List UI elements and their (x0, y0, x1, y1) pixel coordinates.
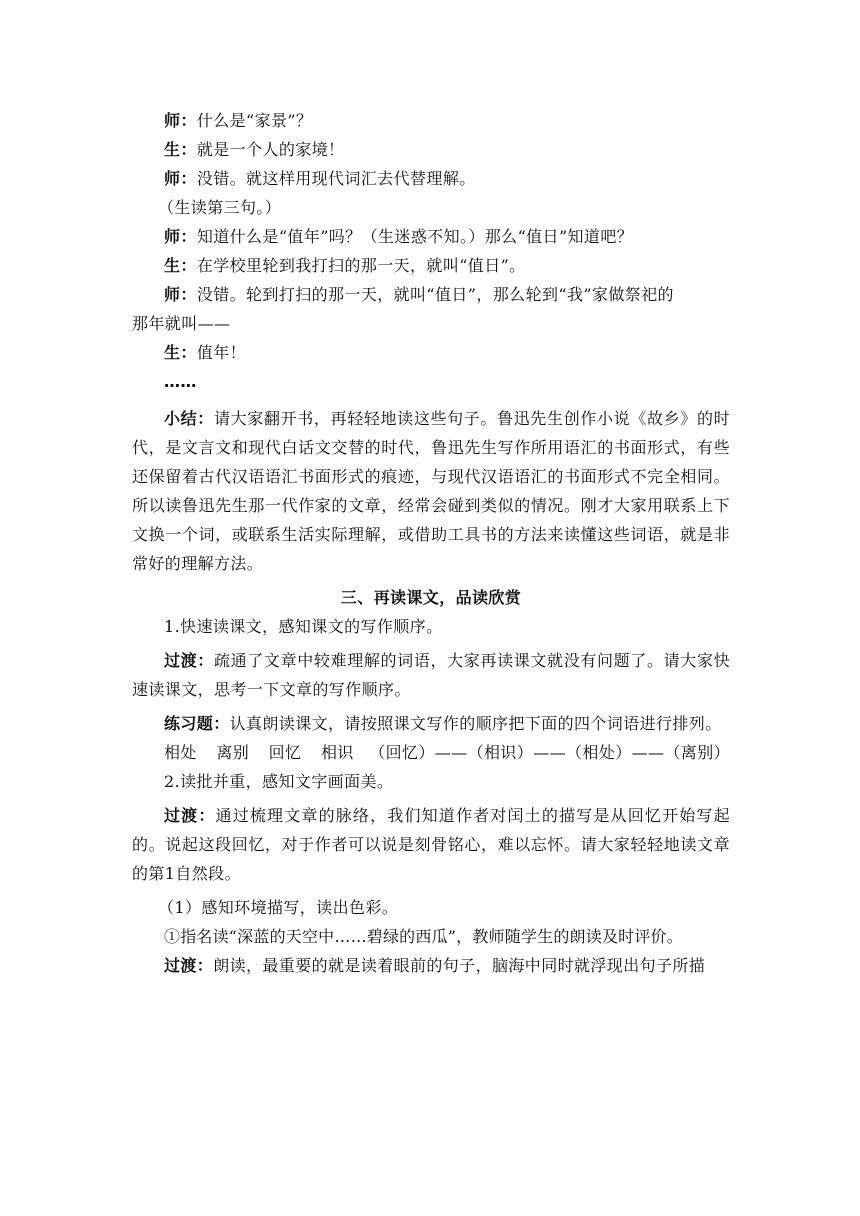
word-option: 离别 (216, 743, 250, 762)
dialogue-line (132, 251, 730, 280)
speaker-label: 生： (164, 256, 197, 275)
stage-direction (132, 193, 730, 222)
dialogue-line (132, 280, 730, 309)
stage-direction-text: （生读第三句。） (158, 198, 282, 217)
section-heading: 三、再读课文，品读欣赏 (340, 588, 522, 607)
dialogue-text: 什么是“家景”？ (196, 111, 313, 130)
dialogue-text: 就是一个人的家境！ (196, 140, 345, 159)
document-body (132, 106, 730, 980)
transition-paragraph-1 (132, 646, 730, 704)
dialogue-continuation (132, 309, 730, 338)
word-option: 回忆 (268, 743, 302, 762)
transition-text: 通过梳理文章的脉络，我们知道作者对闰土的描写是从回忆开始写起的。说起这段回忆，对于作者可以说是刻骨铭心，难以忘怀。请大家轻轻地读文章的第1自然段。 (132, 806, 730, 883)
dialogue-line (132, 106, 730, 135)
dialogue-line (132, 222, 730, 251)
summary-label: 小结： (164, 409, 214, 428)
exercise-line (132, 709, 730, 738)
word-options (164, 738, 368, 767)
transition-label: 过渡： (164, 806, 216, 825)
dialogue-text: 值年！ (196, 343, 247, 362)
dialogue-line (132, 135, 730, 164)
ellipsis-line (132, 367, 730, 396)
exercise-text: 认真朗读课文，请按照课文写作的顺序把下面的四个词语进行排列。 (229, 714, 722, 733)
speaker-label: 师： (164, 227, 197, 246)
item-1: 1.快速读课文，感知课文的写作顺序。 (164, 617, 443, 636)
circle-item: ①指名读“深蓝的天空中……碧绿的西瓜”，教师随学生的朗读及时评价。 (164, 927, 683, 946)
speaker-label: 生： (164, 140, 197, 159)
exercise-label: 练习题： (164, 714, 230, 733)
dialogue-text: 知道什么是“值年”吗？（生迷惑不知。）那么“值日”知道吧？ (196, 227, 634, 246)
word-option: 相处 (164, 743, 197, 762)
sub-item: （1）感知环境描写，读出色彩。 (158, 898, 399, 917)
transition-text: 朗读，最重要的就是读着眼前的句子，脑海中同时就浮现出句子所描 (213, 956, 706, 975)
dialogue-continuation-text: 那年就叫—— (132, 314, 231, 333)
order-answer: （回忆）——（相识）——（相处）——（离别） (369, 743, 730, 762)
speaker-label: 师： (164, 111, 197, 130)
dialogue-line (132, 164, 730, 193)
word-option: 相识 (320, 743, 354, 762)
speaker-label: 师： (164, 169, 197, 188)
speaker-label: 生： (164, 343, 197, 362)
dialogue-text: 没错。轮到打扫的那一天，就叫“值日”，那么轮到“我”家做祭祀的 (196, 285, 674, 304)
dialogue-text: 没错。就这样用现代词汇去代替理解。 (196, 169, 476, 188)
transition-paragraph-3 (132, 951, 730, 980)
item-2: 2.读批并重，感知文字画面美。 (164, 772, 394, 791)
summary-text: 请大家翻开书，再轻轻地读这些句子。鲁迅先生创作小说《故乡》的时代，是文言文和现代白话文交替的时代，鲁迅先生写作所用语汇的书面形式，有些还保留着古代汉语语汇书面形式的痕迹，与现代汉语语汇的书面形式不完全相同。所以读鲁迅先生那一代作家的文章，经常会碰到类似的情况。刚才大家用联系上下文换一个词，或联系生活实际理解，或借助工具书的方法来读懂这些词语，就是非常好的理解方法。 (132, 409, 730, 573)
transition-label: 过渡： (164, 651, 214, 670)
transition-label: 过渡： (164, 956, 214, 975)
dialogue-text: 在学校里轮到我打扫的那一天，就叫“值日”。 (196, 256, 526, 275)
transition-text: 疏通了文章中较难理解的词语，大家再读课文就没有问题了。请大家快速读课文，思考一下文章的写作顺序。 (132, 651, 730, 699)
ellipsis-text: …… (164, 372, 197, 391)
dialogue-line (132, 338, 730, 367)
transition-paragraph-2 (132, 801, 730, 888)
word-order-line (132, 738, 730, 767)
summary-paragraph (132, 404, 730, 578)
speaker-label: 师： (164, 285, 197, 304)
